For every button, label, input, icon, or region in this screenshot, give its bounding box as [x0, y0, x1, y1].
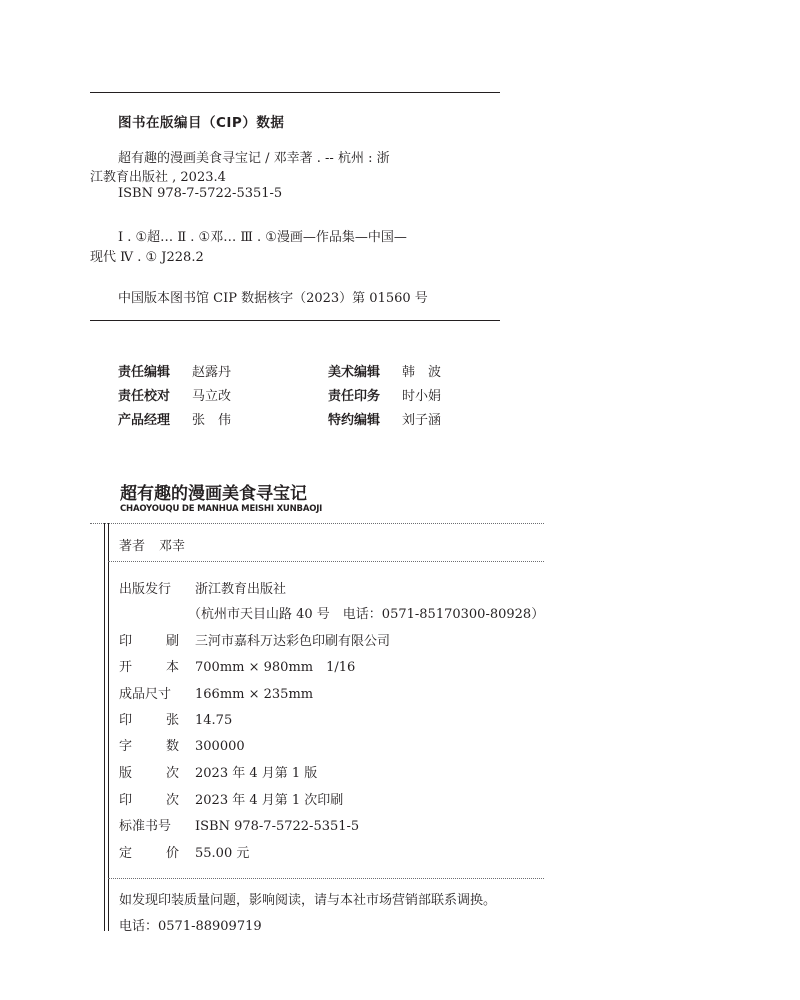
colophon-left-rule: [104, 523, 105, 931]
author-divider: [108, 561, 544, 562]
format-row: [119, 656, 355, 675]
detail-label: 印次: [119, 793, 179, 808]
detail-value: 2023 年 4 月第 1 次印刷: [195, 793, 344, 808]
cip-heading: 图书在版编目（CIP）数据: [118, 115, 285, 131]
details-divider: [108, 878, 544, 879]
detail-label: 开本: [119, 660, 179, 675]
detail-label: 印张: [119, 713, 179, 728]
detail-label: 印刷: [119, 634, 179, 649]
author-name: 邓幸: [159, 539, 186, 554]
publisher-address: （杭州市天目山路 40 号 电话：0571-85170300-80928）: [188, 607, 545, 622]
cip-top-rule: [90, 92, 500, 93]
cip-line-2: 江教育出版社 , 2023.4: [90, 170, 226, 185]
detail-label: 定价: [119, 846, 179, 861]
cip-isbn-line: ISBN 978-7-5722-5351-5: [118, 186, 283, 201]
staff-credit: [328, 385, 441, 404]
staff-credit: [118, 385, 231, 404]
detail-value: ISBN 978-7-5722-5351-5: [195, 819, 360, 834]
author-row: [119, 535, 185, 554]
printer-row: [119, 630, 390, 649]
staff-credit: [328, 361, 441, 380]
detail-value: 166mm × 235mm: [195, 687, 314, 702]
detail-label: 出版发行: [119, 582, 172, 597]
cip-bottom-rule: [90, 320, 500, 321]
publisher-row: [119, 578, 286, 597]
price-row: [119, 842, 249, 861]
staff-role: 责任印务: [328, 389, 381, 404]
staff-name: 韩 波: [402, 365, 442, 380]
detail-label: 字数: [119, 739, 179, 754]
staff-role: 责任校对: [118, 389, 171, 404]
cip-record-number: 中国版本图书馆 CIP 数据核字（2023）第 01560 号: [118, 291, 428, 306]
staff-role: 美术编辑: [328, 365, 381, 380]
staff-role: 责任编辑: [118, 365, 171, 380]
staff-name: 马立改: [192, 389, 232, 404]
cip-classification-line: Ⅰ . ①超… Ⅱ . ①邓… Ⅲ . ①漫画—作品集—中国—: [118, 230, 407, 245]
book-title: 超有趣的漫画美食寻宝记: [120, 484, 307, 504]
printing-row: [119, 789, 343, 808]
staff-role: 产品经理: [118, 413, 171, 428]
staff-name: 赵露丹: [192, 365, 232, 380]
trim-size-row: [119, 683, 313, 702]
staff-name: 时小娟: [402, 389, 442, 404]
staff-role: 特约编辑: [328, 413, 381, 428]
staff-credit: [118, 361, 231, 380]
staff-credit: [118, 409, 231, 428]
service-phone: 电话：0571-88909719: [119, 919, 262, 934]
edition-row: [119, 762, 317, 781]
detail-value: 300000: [195, 739, 245, 754]
staff-name: 刘子涵: [402, 413, 442, 428]
colophon-top-dotted-rule: [90, 523, 544, 524]
sheets-row: [119, 709, 232, 728]
detail-value: 14.75: [195, 713, 233, 728]
isbn-row: [119, 815, 359, 834]
word-count-row: [119, 735, 245, 754]
staff-credit: [328, 409, 441, 428]
colophon-left-rule-inner: [108, 523, 109, 931]
detail-label: 标准书号: [119, 819, 172, 834]
detail-value: 55.00 元: [195, 846, 250, 861]
detail-value: 三河市嘉科万达彩色印刷有限公司: [195, 634, 391, 649]
cip-classification-line-2: 现代 Ⅳ . ① J228.2: [90, 250, 204, 265]
detail-label: 成品尺寸: [119, 687, 172, 702]
author-label: 著者: [119, 539, 146, 554]
detail-value: 700mm × 980mm 1/16: [195, 660, 356, 675]
detail-value: 2023 年 4 月第 1 版: [195, 766, 318, 781]
quality-notice: 如发现印装质量问题，影响阅读，请与本社市场营销部联系调换。: [119, 893, 497, 908]
staff-name: 张 伟: [192, 413, 232, 428]
book-title-pinyin: CHAOYOUQU DE MANHUA MEISHI XUNBAOJI: [120, 504, 323, 514]
cip-line-1: 超有趣的漫画美食寻宝记 / 邓幸著 . -- 杭州 : 浙: [118, 151, 390, 166]
detail-value: 浙江教育出版社: [195, 582, 287, 597]
publisher-address-row: [188, 603, 544, 622]
detail-label: 版次: [119, 766, 179, 781]
